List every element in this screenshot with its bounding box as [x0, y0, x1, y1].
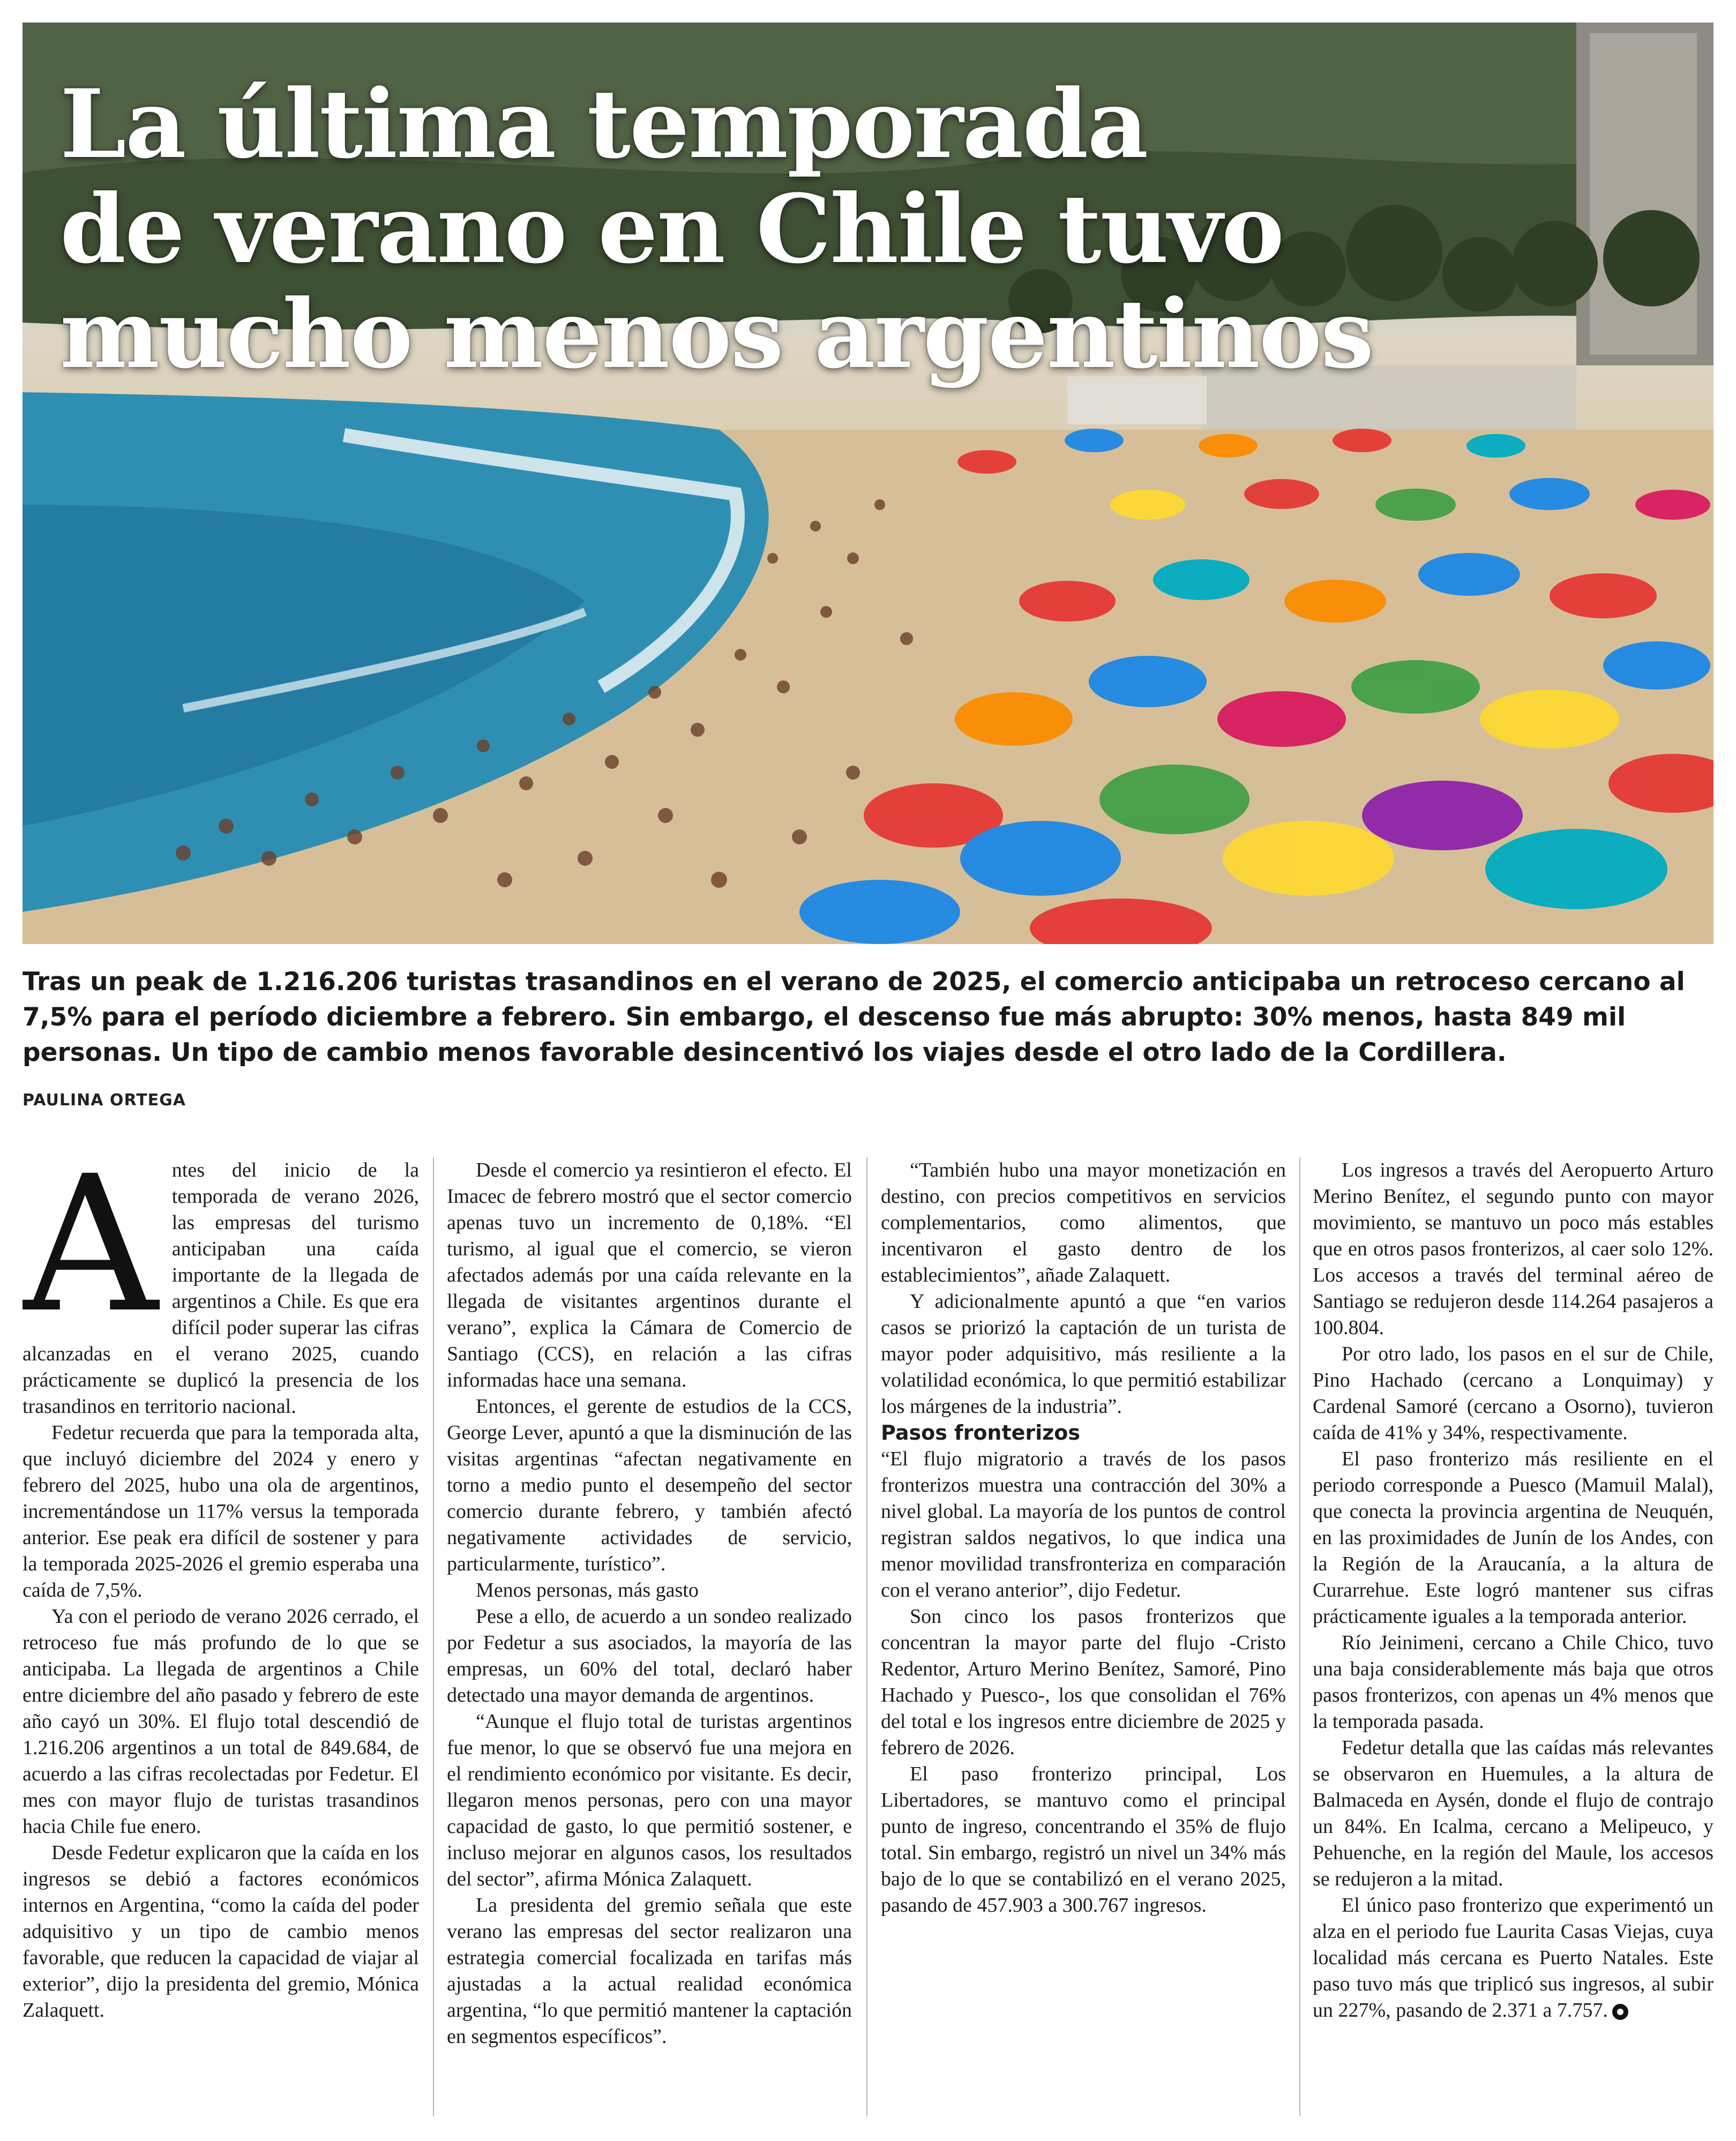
end-mark-icon	[1612, 2004, 1628, 2020]
body-paragraph: Por otro lado, los pasos en el sur de Chile, Pino Hachado (cercano a Lonquimay) y Cardenal Samoré (cercano a Osorno), tuvieron caída de 41% y 34%, respectivamente.	[1313, 1343, 1713, 1444]
body-paragraph: “Aunque el flujo total de turistas argentinos fue menor, lo que se observó fue una mejora en el rendimiento económico por visitante. Es decir, llegaron menos personas, pero con una mayor capacidad de gasto, lo que permitió sostener, e incluso mejorar en algunos casos, los resultados del sector”, afirma Mónica Zalaquett.	[447, 1710, 852, 1890]
intertitle: Menos personas, más gasto	[476, 1579, 699, 1601]
headline	[60, 69, 1400, 390]
column-1	[23, 1157, 419, 2116]
column-rule	[433, 1157, 434, 2116]
body-paragraph: Son cinco los pasos fronterizos que concentran la mayor parte del flujo -Cristo Redentor, Arturo Merino Benítez, Samoré, Pino Hachado y Puesco-, los que consolidan el 76% del total e los ingresos entre diciembre de 2025 y febrero de 2026.	[881, 1605, 1286, 1759]
subhead-pasos-fronterizos: Pasos fronterizos	[881, 1421, 1081, 1444]
body-paragraph: “También hubo una mayor monetización en destino, con precios competitivos en servicios complementarios, como alimentos, que incentivaron el gasto dentro de los establecimientos”, añade Zalaquett.	[881, 1159, 1286, 1286]
lead-paragraph: Tras un peak de 1.216.206 turistas trasandinos en el verano de 2025, el comercio anticipaba un retroceso cercano al 7,5% para el período diciembre a febrero. Sin embargo, el descenso fue más abrupto: 30% menos, hasta 849 mil personas. Un tipo de cambio menos favorable desincentivó los viajes desde el otro lado de la Cordillera.	[23, 967, 1685, 1067]
body-paragraph: Entonces, el gerente de estudios de la CCS, George Lever, apuntó a que la disminución de las visitas argentinas “afectan negativamente en torno a medio punto el desempeño del sector comercio durante febrero, y también afectó negativamente actividades de servicio, particularmente, turístico”.	[447, 1395, 852, 1575]
body-paragraph: Ya con el periodo de verano 2026 cerrado, el retroceso fue más profundo de lo que se anticipaba. La llegada de argentinos a Chile entre diciembre del año pasado y febrero de este año cayó un 30%. El flujo total descendió de 1.216.206 argentinos a un total de 849.684, de acuerdo a las cifras recolectadas por Fedetur. El mes con mayor flujo de turistas trasandinos hacia Chile fue enero.	[23, 1605, 419, 1838]
column-3	[881, 1157, 1286, 2116]
body-paragraph: Fedetur recuerda que para la temporada alta, que incluyó diciembre del 2024 y enero y febrero del 2025, hubo una ola de argentinos, incrementándose un 117% versus la temporada anterior. Ese peak era difícil de sostener y para la temporada 2025-2026 el gremio esperaba una caída de 7,5%.	[23, 1421, 419, 1601]
closing-text: El único paso fronterizo que experimentó un alza en el periodo fue Laurita Casas Viejas, cuya localidad más cercana es Puerto Natales. Este paso tuvo más que triplicó sus ingresos, al subir un 227%, pasando de 2.371 a 7.757.	[1313, 1894, 1713, 2022]
body-paragraph: Desde el comercio ya resintieron el efecto. El Imacec de febrero mostró que el sector comercio apenas tuvo un incremento de 0,18%. “El turismo, al igual que el comercio, se vieron afectados además por una caída relevante en la llegada de visitantes argentinos durante el verano”, explica la Cámara de Comercio de Santiago (CCS), en relación a las cifras informadas hace una semana.	[447, 1159, 852, 1391]
body-paragraph: Fedetur detalla que las caídas más relevantes se observaron en Huemules, a la altura de Balmaceda en Aysén, donde el flujo de contrajo un 84%. En Icalma, cercano a Melipeuco, y Pehuenche, en la región del Maule, los accesos se redujeron a la mitad.	[1313, 1736, 1713, 1890]
body-paragraph: Y adicionalmente apuntó a que “en varios casos se priorizó la captación de un turista de mayor poder adquisitivo, más resiliente a la volatilidad económica, lo que permitió estabilizar los márgenes de la industria”.	[881, 1290, 1286, 1418]
headline-line-1: La última temporada	[60, 69, 1148, 179]
column-rule	[866, 1157, 867, 2116]
column-rule	[1299, 1157, 1300, 2116]
body-paragraph: Río Jeinimeni, cercano a Chile Chico, tuvo una baja considerablemente más baja que otros pasos fronterizos, con apenas un 4% menos que la temporada pasada.	[1313, 1631, 1713, 1733]
byline: PAULINA ORTEGA	[23, 1091, 186, 1110]
hero-photo	[23, 23, 1713, 944]
drop-cap: A	[23, 1157, 158, 1354]
headline-line-2: de verano en Chile tuvo	[60, 174, 1284, 285]
body-paragraph: El paso fronterizo principal, Los Libertadores, se mantuvo como el principal punto de ingreso, concentrando el 35% de flujo total. Sin embargo, registró un nivel un 34% más bajo de lo que se contabilizó en el verano 2025, pasando de 457.903 a 300.767 ingresos.	[881, 1763, 1286, 1917]
column-4	[1313, 1157, 1713, 2116]
body-paragraph: El paso fronterizo más resiliente en el periodo corresponde a Puesco (Mamuil Malal), que conecta la provincia argentina de Neuquén, en las proximidades de Junín de los Andes, con la Región de la Araucanía, a la altura de Curarrehue. Este logró mantener sus cifras prácticamente iguales a la temporada anterior.	[1313, 1448, 1713, 1628]
headline-line-3: mucho menos argentinos	[60, 279, 1373, 390]
body-paragraph: ntes del inicio de la temporada de verano 2026, las empresas del turismo anticipaban una caída importante de la llegada de argentinos a Chile. Es que era difícil poder superar las cifras alcanzadas en el verano 2025, cuando prácticamente se duplicó la presencia de los trasandinos en territorio nacional.	[23, 1159, 419, 1418]
body-paragraph: Desde Fedetur explicaron que la caída en los ingresos se debió a factores económicos internos en Argentina, “como la caída del poder adquisitivo y un tipo de cambio menos favorable, que reducen la capacidad de viajar al exterior”, dijo la presidenta del gremio, Mónica Zalaquett.	[23, 1841, 419, 2022]
body-paragraph: “El flujo migratorio a través de los pasos fronterizos muestra una contracción del 30% a nivel global. La mayoría de los puntos de control registran saldos negativos, lo que indica una menor movilidad transfronteriza en comparación con el verano anterior”, dijo Fedetur.	[881, 1448, 1286, 1601]
column-2	[447, 1157, 852, 2116]
body-paragraph: La presidenta del gremio señala que este verano las empresas del sector realizaron una estrategia comercial focalizada en tarifas más ajustadas a la actual realidad económica argentina, “lo que permitió mantener la captación en segmentos específicos”.	[447, 1894, 852, 2048]
body-paragraph: Los ingresos a través del Aeropuerto Arturo Merino Benítez, el segundo punto con mayor movimiento, se mantuvo un poco más estables que en otros pasos fronterizos, al caer solo 12%. Los accesos a través del terminal aéreo de Santiago se redujeron desde 114.264 pasajeros a 100.804.	[1313, 1159, 1713, 1339]
body-paragraph	[1313, 1892, 1713, 2024]
body-paragraph: Pese a ello, de acuerdo a un sondeo realizado por Fedetur a sus asociados, la mayoría de las empresas, un 60% del total, declaró haber detectado una mayor demanda de argentinos.	[447, 1605, 852, 1706]
